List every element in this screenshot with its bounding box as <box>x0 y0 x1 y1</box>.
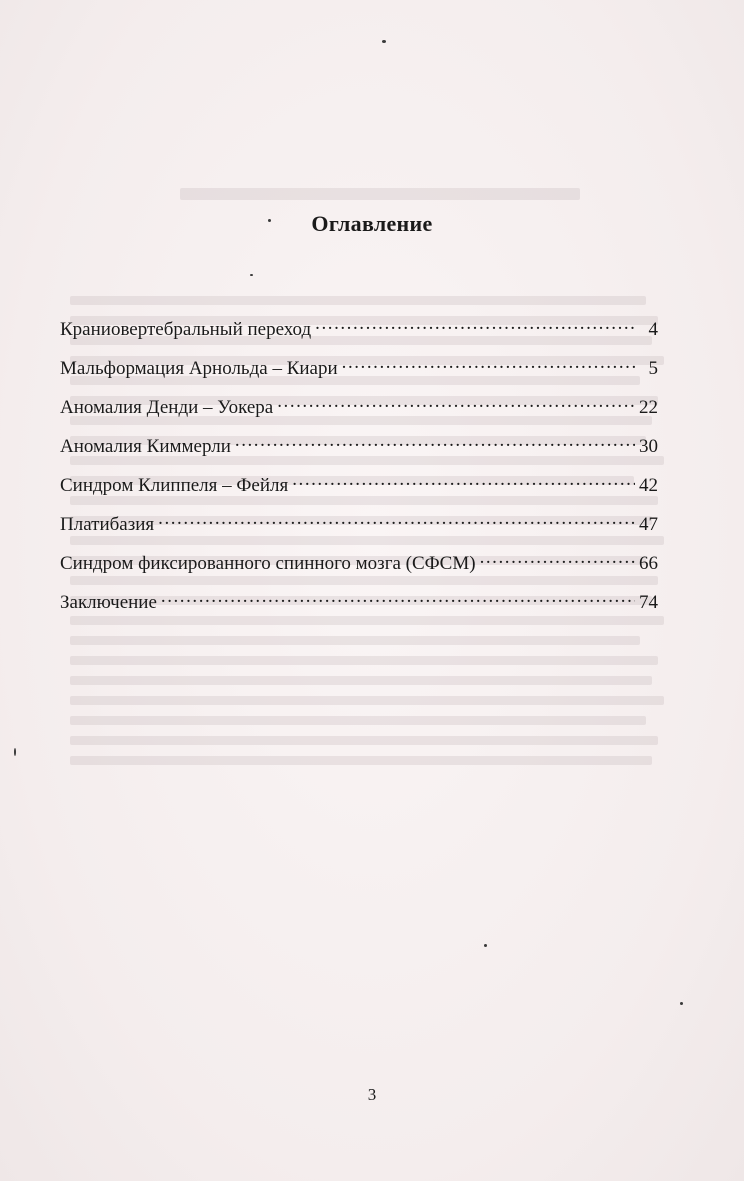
toc-entry <box>60 394 658 433</box>
toc-entry-label: Аномалия Денди – Уокера <box>60 397 274 418</box>
dot-leader <box>315 316 636 335</box>
toc-entry <box>60 472 658 511</box>
toc-entry-page: 47 <box>639 514 658 535</box>
table-of-contents <box>60 316 658 628</box>
toc-entry <box>60 433 658 472</box>
dot-leader <box>292 472 635 491</box>
dot-leader <box>342 355 636 374</box>
toc-entry-page: 42 <box>639 475 658 496</box>
toc-entry <box>60 316 658 355</box>
toc-entry-label: Аномалия Киммерли <box>60 436 231 457</box>
toc-title: Оглавление <box>311 210 433 236</box>
toc-entry-page: 30 <box>639 436 658 457</box>
toc-entry-label: Синдром фиксированного спинного мозга (СФСМ) <box>60 553 476 574</box>
toc-entry-page: 5 <box>648 358 658 379</box>
dot-leader <box>158 511 635 530</box>
scan-speck <box>14 748 16 756</box>
page-number: 3 <box>367 1085 377 1104</box>
dot-leader <box>235 433 635 452</box>
toc-entry-page: 22 <box>639 397 658 418</box>
scan-speck <box>250 274 253 276</box>
toc-entry <box>60 550 658 589</box>
toc-entry-page: 4 <box>648 319 658 340</box>
toc-entry-page: 66 <box>639 553 658 574</box>
scan-speck <box>680 1002 683 1005</box>
dot-leader <box>161 589 635 608</box>
scan-speck <box>382 40 386 43</box>
toc-entry <box>60 355 658 394</box>
dot-leader <box>277 394 635 413</box>
toc-entry <box>60 589 658 628</box>
toc-entry-label: Краниовертебральный переход <box>60 319 312 340</box>
toc-entry-label: Синдром Клиппеля – Фейля <box>60 475 289 496</box>
bleed-through-heading <box>180 178 580 211</box>
toc-entry-label: Мальформация Арнольда – Киари <box>60 358 338 379</box>
toc-entry-label: Платибазия <box>60 514 155 535</box>
scan-speck <box>268 219 271 222</box>
toc-entry <box>60 511 658 550</box>
toc-entry-label: Заключение <box>60 592 157 613</box>
dot-leader <box>480 550 635 569</box>
toc-entry-page: 74 <box>639 592 658 613</box>
scan-speck <box>484 944 487 947</box>
